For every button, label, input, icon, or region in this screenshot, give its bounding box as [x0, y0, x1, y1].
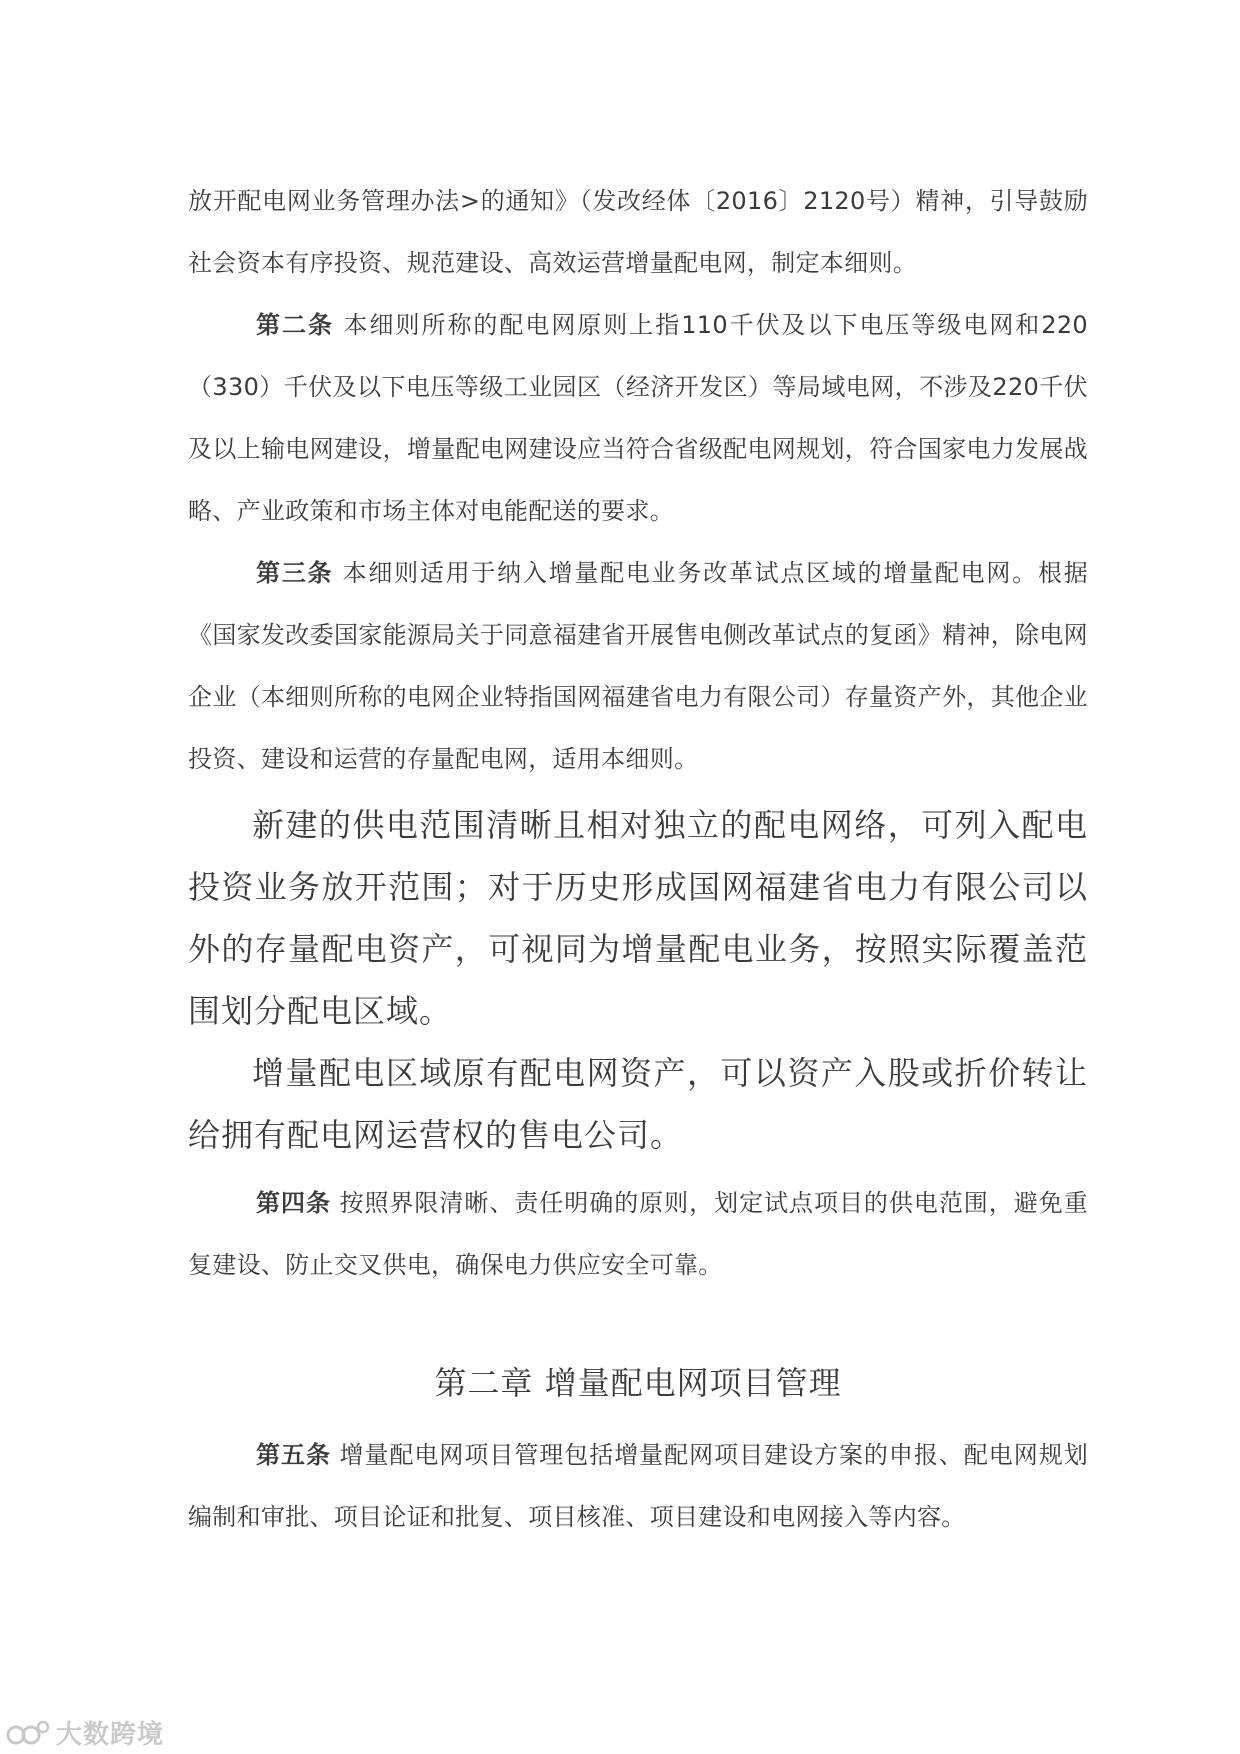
chapter-title: 第二章 增量配电网项目管理	[434, 1364, 842, 1402]
article-label: 第二条	[256, 311, 334, 339]
article-5	[188, 1424, 1088, 1548]
document-page	[188, 170, 1088, 1548]
paragraph-intro-continuation	[188, 170, 1088, 294]
article-3	[188, 542, 1088, 790]
paragraph-text: 放开配电网业务管理办法>的通知》（发改经体〔2016〕2120号）精神，引导鼓励社会资本有序投资、规范建设、高效运营增量配电网，制定本细则。	[188, 187, 1088, 277]
article-label: 第三条	[256, 559, 334, 587]
large-paragraph-new-distribution: 新建的供电范围清晰且相对独立的配电网络，可列入配电投资业务放开范围；对于历史形成国网福建省电力有限公司以外的存量配电资产，可视同为增量配电业务，按照实际覆盖范围划分配电区域。	[188, 806, 1088, 1030]
article-text: 本细则适用于纳入增量配电业务改革试点区域的增量配电网。根据《国家发改委国家能源局关于同意福建省开展售电侧改革试点的复函》精神，除电网企业（本细则所称的电网企业特指国网福建省电力有限公司）存量资产外，其他企业投资、建设和运营的存量配电网，适用本细则。	[188, 559, 1088, 773]
watermark-text: 大数跨境	[56, 1720, 165, 1750]
large-paragraph-existing-assets: 增量配电区域原有配电网资产，可以资产入股或折价转让给拥有配电网运营权的售电公司。	[188, 1054, 1088, 1154]
article-text: 按照界限清晰、责任明确的原则，划定试点项目的供电范围，避免重复建设、防止交叉供电，确保电力供应安全可靠。	[188, 1189, 1088, 1279]
article-label: 第四条	[256, 1189, 331, 1217]
article-text: 本细则所称的配电网原则上指110千伏及以下电压等级电网和220（330）千伏及以下电压等级工业园区（经济开发区）等局域电网，不涉及220千伏及以上输电网建设，增量配电网建设应当符合省级配电网规划，符合国家电力发展战略、产业政策和市场主体对电能配送的要求。	[188, 311, 1088, 525]
watermark	[6, 1714, 164, 1751]
article-4	[188, 1172, 1088, 1296]
watermark-logo-icon	[6, 1718, 50, 1748]
article-text: 增量配电网项目管理包括增量配网项目建设方案的申报、配电网规划编制和审批、项目论证和批复、项目核准、项目建设和电网接入等内容。	[188, 1441, 1088, 1531]
article-label: 第五条	[256, 1441, 331, 1469]
article-2	[188, 294, 1088, 542]
